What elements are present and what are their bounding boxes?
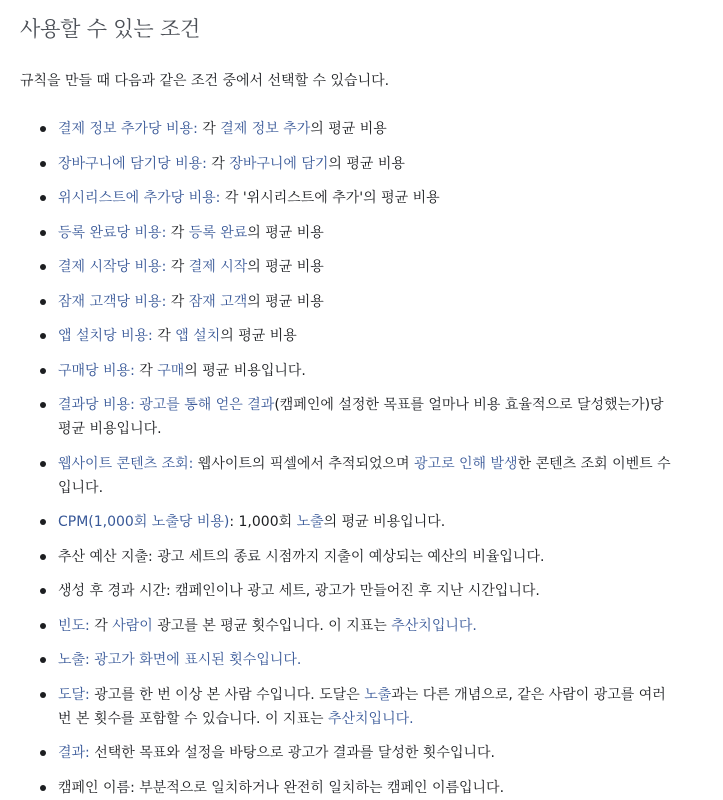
condition-link[interactable]: 등록 완료당 비용:	[58, 224, 167, 241]
bullet-icon	[40, 623, 46, 629]
conditions-list	[20, 117, 680, 800]
condition-link[interactable]: 결제 정보 추가	[220, 121, 311, 137]
condition-text: 웹사이트의 픽셀에서 추적되었으며	[193, 455, 415, 472]
condition-list-item	[20, 579, 680, 603]
bullet-icon	[40, 692, 46, 698]
condition-text: 각	[166, 259, 189, 275]
condition-link[interactable]: 장바구니에 담기당 비용:	[58, 155, 207, 172]
condition-link[interactable]: 광고를 통해 얻은 결과	[139, 397, 275, 413]
condition-text: 추산 예산 지출: 광고 세트의 종료 시점까지 지출이 예상되는 예산의 비율입니다.	[58, 548, 545, 565]
condition-link[interactable]: 도달:	[58, 686, 90, 703]
condition-list-item	[20, 683, 680, 731]
condition-text: 각	[166, 224, 189, 241]
bullet-icon	[40, 750, 46, 756]
bullet-icon	[40, 299, 46, 305]
condition-text: 캠페인 이름: 부분적으로 일치하거나 완전히 일치하는 캠페인 이름입니다.	[58, 779, 505, 796]
condition-text: 각 '위시리스트에 추가'의 평균 비용	[220, 190, 440, 206]
bullet-icon	[40, 126, 46, 132]
condition-link[interactable]: 결제 시작당 비용:	[58, 259, 167, 275]
condition-text: 의 평균 비용	[310, 121, 387, 137]
condition-list-item	[20, 186, 680, 210]
condition-text: 의 평균 비용	[328, 155, 405, 172]
condition-link[interactable]: 빈도:	[58, 617, 90, 634]
condition-link[interactable]: 결제 정보 추가당 비용:	[58, 121, 198, 137]
condition-text: 각	[89, 617, 113, 634]
bullet-icon	[40, 657, 46, 663]
condition-list-item	[20, 393, 680, 441]
condition-link[interactable]: 구매당 비용:	[58, 362, 135, 379]
condition-link[interactable]: CPM(1,000회 노출당 비용)	[58, 514, 230, 530]
condition-text: 광고를 한 번 이상 본 사람 수입니다. 도달은	[89, 686, 365, 703]
bullet-icon	[40, 368, 46, 374]
bullet-icon	[40, 554, 46, 560]
condition-text: 광고를 본 평균 횟수입니다. 이 지표는	[152, 617, 392, 634]
condition-link[interactable]: 웹사이트 콘텐츠 조회:	[58, 455, 194, 472]
condition-link[interactable]: 잠재 고객당 비용:	[58, 293, 167, 310]
condition-text: 의 평균 비용	[247, 224, 324, 241]
condition-list-item	[20, 614, 680, 638]
condition-list-item	[20, 290, 680, 314]
condition-text: 각	[197, 121, 221, 137]
condition-link[interactable]: 장바구니에 담기	[229, 155, 329, 172]
condition-text: : 1,000회	[229, 514, 297, 530]
condition-link[interactable]: 노출	[296, 514, 324, 530]
condition-link[interactable]: 결제 시작	[188, 259, 248, 275]
bullet-icon	[40, 402, 46, 408]
condition-link[interactable]: 사람이	[112, 617, 153, 634]
condition-link[interactable]: 앱 설치	[175, 328, 221, 344]
condition-text: 각	[206, 155, 230, 172]
bullet-icon	[40, 785, 46, 791]
intro-text: 규칙을 만들 때 다음과 같은 조건 중에서 선택할 수 있습니다.	[20, 73, 390, 89]
page-title: 사용할 수 있는 조건	[20, 17, 201, 41]
condition-text: 생성 후 경과 시간: 캠페인이나 광고 세트, 광고가 만들어진 후 지난 시간입니다.	[58, 583, 540, 599]
bullet-icon	[40, 588, 46, 594]
bullet-icon	[40, 195, 46, 201]
condition-link[interactable]: 위시리스트에 추가당 비용:	[58, 190, 221, 206]
condition-link[interactable]: 광고로 인해 발생	[414, 455, 518, 472]
bullet-icon	[40, 333, 46, 339]
bullet-icon	[40, 264, 46, 270]
condition-link[interactable]: 구매	[157, 362, 185, 379]
condition-link[interactable]: 결과당 비용:	[58, 397, 135, 413]
condition-list-item	[20, 452, 680, 500]
condition-link[interactable]: 앱 설치당 비용:	[58, 328, 153, 344]
condition-text: 의 평균 비용	[220, 328, 297, 344]
bullet-icon	[40, 230, 46, 236]
condition-text: 의 평균 비용입니다.	[323, 514, 446, 530]
condition-link[interactable]: 노출	[364, 686, 392, 703]
condition-text: 각	[152, 328, 176, 344]
condition-list-item	[20, 152, 680, 176]
bullet-icon	[40, 161, 46, 167]
condition-text: (캠페인에 설정한 목표를 얼마나 비용 효율적으로 달성했는가)당 평균 비용입니다.	[58, 397, 664, 437]
condition-link[interactable]: 등록 완료	[188, 224, 248, 241]
condition-list-item	[20, 545, 680, 569]
condition-text: 한 콘텐츠 조회 이벤트 수입니다.	[58, 455, 671, 496]
condition-text: 의 평균 비용	[247, 259, 324, 275]
condition-list-item	[20, 359, 680, 383]
condition-text: 각	[166, 293, 189, 310]
condition-link[interactable]: 잠재 고객	[188, 293, 248, 310]
condition-list-item	[20, 648, 680, 672]
condition-text: 각	[134, 362, 158, 379]
condition-list-item	[20, 117, 680, 141]
condition-list-item	[20, 741, 680, 765]
condition-text: 선택한 목표와 설정을 바탕으로 광고가 결과를 달성한 횟수입니다.	[89, 745, 495, 761]
condition-link[interactable]: 결과:	[58, 745, 90, 761]
condition-list-item	[20, 221, 680, 245]
condition-list-item	[20, 255, 680, 279]
bullet-icon	[40, 461, 46, 467]
condition-text: 의 평균 비용입니다.	[184, 362, 306, 379]
condition-list-item	[20, 776, 680, 800]
condition-text: 과는 다른 개념으로, 같은 사람이 광고를 여러 번 본 횟수를 포함할 수 있습니다. 이 지표는	[58, 686, 666, 727]
bullet-icon	[40, 519, 46, 525]
condition-list-item	[20, 510, 680, 534]
condition-link[interactable]: 노출: 광고가 화면에 표시된 횟수입니다.	[58, 652, 302, 668]
condition-list-item	[20, 324, 680, 348]
condition-link[interactable]: 추산치입니다.	[391, 617, 477, 634]
condition-link[interactable]: 추산치입니다.	[327, 710, 414, 727]
condition-text: 의 평균 비용	[247, 293, 324, 310]
